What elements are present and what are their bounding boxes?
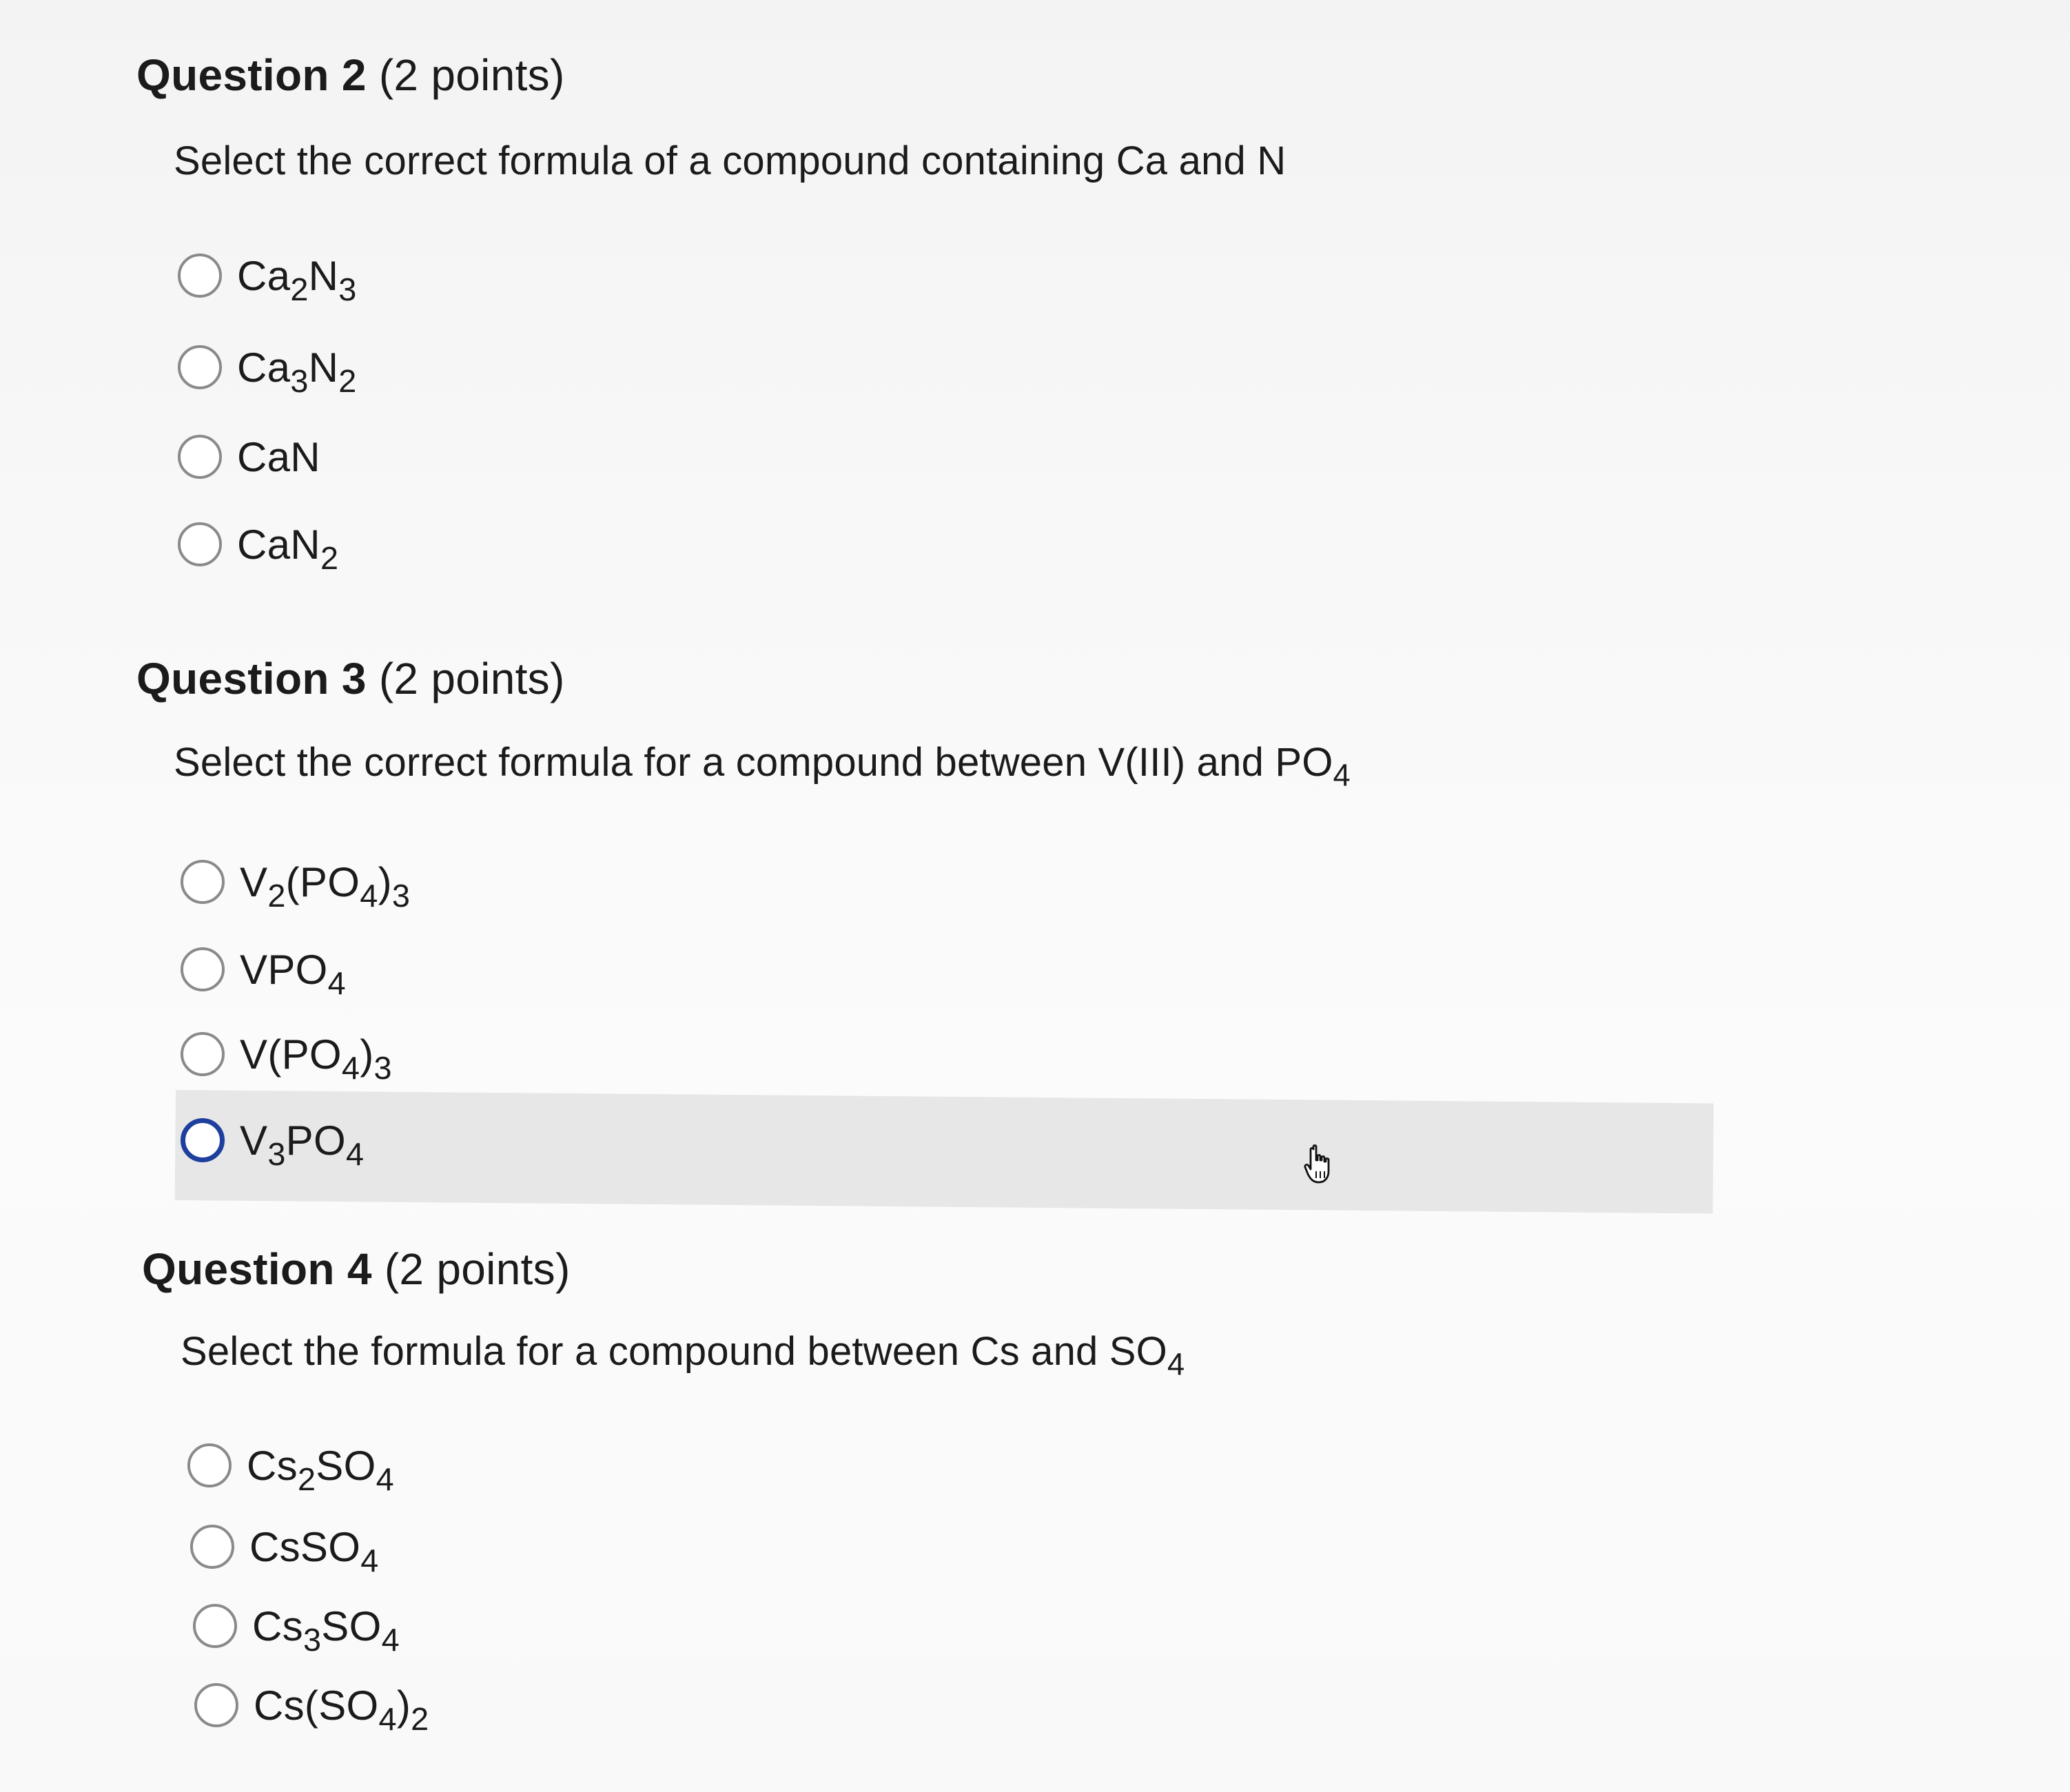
radio-button[interactable] bbox=[181, 1032, 225, 1076]
answer-option[interactable] bbox=[194, 1667, 429, 1743]
option-label: CaN bbox=[237, 433, 320, 480]
radio-button[interactable] bbox=[178, 522, 222, 566]
radio-button[interactable] bbox=[178, 345, 222, 389]
radio-button[interactable] bbox=[193, 1604, 237, 1648]
option-label: CaN$_2$ bbox=[237, 521, 339, 576]
option-label: $V_3PO_4$ bbox=[240, 1117, 365, 1172]
radio-button[interactable] bbox=[190, 1525, 234, 1569]
question-title: Question 2 bbox=[136, 50, 367, 100]
question-points: (2 points) bbox=[378, 50, 565, 100]
radio-button[interactable] bbox=[178, 435, 222, 479]
radio-button[interactable] bbox=[181, 1118, 225, 1162]
question-title: Question 4 bbox=[142, 1244, 372, 1294]
option-label: $V(PO_4)_3$ bbox=[240, 1031, 392, 1086]
answer-option[interactable] bbox=[190, 1509, 379, 1585]
answer-option[interactable] bbox=[178, 329, 357, 405]
question-points: (2 points) bbox=[384, 1244, 571, 1294]
radio-button[interactable] bbox=[181, 860, 225, 904]
question-title: Question 3 bbox=[136, 654, 367, 703]
option-label: $Ca_3N_2$ bbox=[237, 344, 357, 399]
answer-option[interactable] bbox=[178, 506, 338, 582]
option-label: $Cs_2SO_4$ bbox=[247, 1442, 394, 1497]
answer-option[interactable] bbox=[187, 1428, 394, 1503]
radio-button[interactable] bbox=[187, 1443, 232, 1487]
radio-button[interactable] bbox=[178, 254, 222, 298]
question-points: (2 points) bbox=[378, 654, 565, 703]
option-label: $Ca_2N_3$ bbox=[237, 252, 357, 307]
question-prompt: Select the correct formula for a compound between V(III) and $PO_4$ bbox=[174, 740, 1351, 793]
option-label: $Cs_3SO_4$ bbox=[252, 1603, 400, 1658]
option-label: CsSO$_4$ bbox=[249, 1523, 379, 1578]
hand-pointer-icon bbox=[1302, 1144, 1338, 1185]
option-label: $V_2(PO_4)_3$ bbox=[240, 858, 411, 914]
answer-option[interactable] bbox=[193, 1588, 400, 1664]
answer-option[interactable] bbox=[181, 931, 346, 1007]
option-label: $Cs(SO_4)_2$ bbox=[254, 1682, 429, 1737]
question-prompt: Select the correct formula of a compound containing Ca and N bbox=[174, 138, 1287, 183]
question-prompt: Select the formula for a compound between Cs and $SO_4$ bbox=[181, 1329, 1185, 1382]
answer-option[interactable] bbox=[178, 419, 320, 495]
question-heading bbox=[136, 653, 565, 704]
radio-button[interactable] bbox=[181, 947, 225, 991]
option-label: $VPO_4$ bbox=[240, 946, 346, 1001]
answer-option-hovered[interactable] bbox=[181, 1102, 364, 1178]
radio-button[interactable] bbox=[194, 1683, 238, 1727]
answer-option[interactable] bbox=[181, 1016, 392, 1092]
option-hover-highlight bbox=[175, 1090, 1714, 1213]
question-heading bbox=[136, 50, 565, 101]
answer-option[interactable] bbox=[178, 238, 357, 313]
question-heading bbox=[142, 1244, 571, 1295]
answer-option[interactable] bbox=[181, 844, 410, 920]
